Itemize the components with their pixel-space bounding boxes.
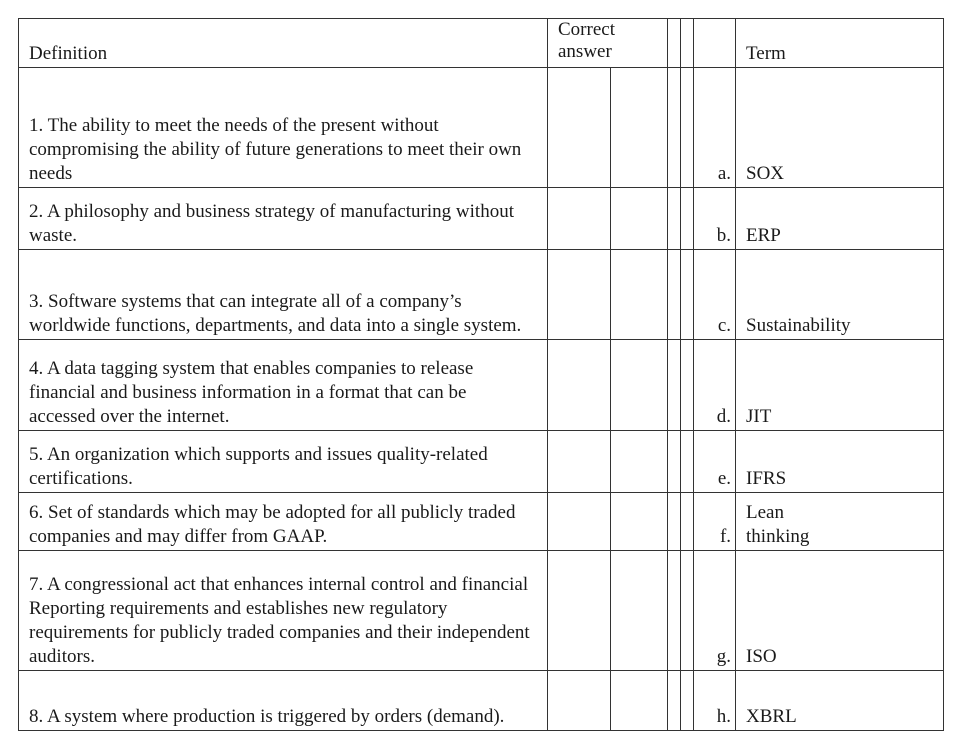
definition-cell: 3. Software systems that can integrate all of a company’s worldwide functions, departments, and data into a single system.: [19, 250, 548, 340]
spacer-cell: [668, 551, 681, 671]
answer-cell[interactable]: [548, 68, 611, 188]
answer-cell[interactable]: [548, 188, 611, 250]
term-cell: ERP: [736, 188, 944, 250]
definition-cell: 2. A philosophy and business strategy of manufacturing without waste.: [19, 188, 548, 250]
answer-cell-secondary[interactable]: [611, 188, 668, 250]
term-letter: a.: [694, 68, 736, 188]
answer-cell-secondary[interactable]: [611, 250, 668, 340]
table-row: [19, 551, 944, 671]
spacer-cell: [681, 188, 694, 250]
term-header: Term: [736, 19, 944, 68]
definition-cell: 1. The ability to meet the needs of the present without compromising the ability of future generations to meet their own needs: [19, 68, 548, 188]
spacer-cell: [668, 431, 681, 493]
spacer-cell: [681, 250, 694, 340]
spacer-cell: [668, 188, 681, 250]
spacer-cell: [681, 340, 694, 431]
spacer-cell: [668, 250, 681, 340]
table-row: [19, 671, 944, 731]
spacer-cell: [668, 68, 681, 188]
term-cell: ISO: [736, 551, 944, 671]
correct-answer-header: [548, 19, 668, 68]
answer-cell[interactable]: [548, 551, 611, 671]
spacer-cell: [668, 493, 681, 551]
term-letter: d.: [694, 340, 736, 431]
correct-answer-header-line1: Correct: [558, 19, 615, 40]
term-cell: IFRS: [736, 431, 944, 493]
answer-cell-secondary[interactable]: [611, 68, 668, 188]
correct-answer-header-line2: answer: [558, 41, 612, 62]
table-row: [19, 68, 944, 188]
answer-cell-secondary[interactable]: [611, 551, 668, 671]
spacer-cell: [681, 551, 694, 671]
term-cell: Sustainability: [736, 250, 944, 340]
spacer-cell: [668, 671, 681, 731]
term-cell: Lean thinking: [736, 493, 944, 551]
header-row: [19, 19, 944, 68]
spacer-cell: [681, 431, 694, 493]
spacer-header-cell: [668, 19, 681, 68]
term-cell: SOX: [736, 68, 944, 188]
table-row: [19, 340, 944, 431]
answer-cell[interactable]: [548, 340, 611, 431]
answer-cell-secondary[interactable]: [611, 431, 668, 493]
term-letter: b.: [694, 188, 736, 250]
spacer-cell: [681, 68, 694, 188]
answer-cell-secondary[interactable]: [611, 340, 668, 431]
term-cell: JIT: [736, 340, 944, 431]
answer-cell[interactable]: [548, 671, 611, 731]
table-row: [19, 250, 944, 340]
answer-cell-secondary[interactable]: [611, 671, 668, 731]
spacer-header-cell: [681, 19, 694, 68]
table-row: [19, 493, 944, 551]
definition-cell: 8. A system where production is triggered by orders (demand).: [19, 671, 548, 731]
spacer-cell: [681, 671, 694, 731]
spacer-cell: [681, 493, 694, 551]
table-row: [19, 188, 944, 250]
term-cell: XBRL: [736, 671, 944, 731]
table-row: [19, 431, 944, 493]
answer-cell[interactable]: [548, 493, 611, 551]
spacer-cell: [668, 340, 681, 431]
matching-table: [18, 18, 944, 731]
term-letter: c.: [694, 250, 736, 340]
letter-header-cell: [694, 19, 736, 68]
answer-cell[interactable]: [548, 250, 611, 340]
term-letter: f.: [694, 493, 736, 551]
definition-cell: 4. A data tagging system that enables companies to release financial and business information in a format that can be accessed over the internet.: [19, 340, 548, 431]
definition-cell: 7. A congressional act that enhances internal control and financial Reporting requirements and establishes new regulatory requirements for publicly traded companies and their independent auditors.: [19, 551, 548, 671]
definition-cell: 6. Set of standards which may be adopted for all publicly traded companies and may differ from GAAP.: [19, 493, 548, 551]
definition-cell: 5. An organization which supports and issues quality-related certifications.: [19, 431, 548, 493]
term-letter: h.: [694, 671, 736, 731]
answer-cell-secondary[interactable]: [611, 493, 668, 551]
term-letter: g.: [694, 551, 736, 671]
term-letter: e.: [694, 431, 736, 493]
answer-cell[interactable]: [548, 431, 611, 493]
definition-header: Definition: [19, 19, 548, 68]
